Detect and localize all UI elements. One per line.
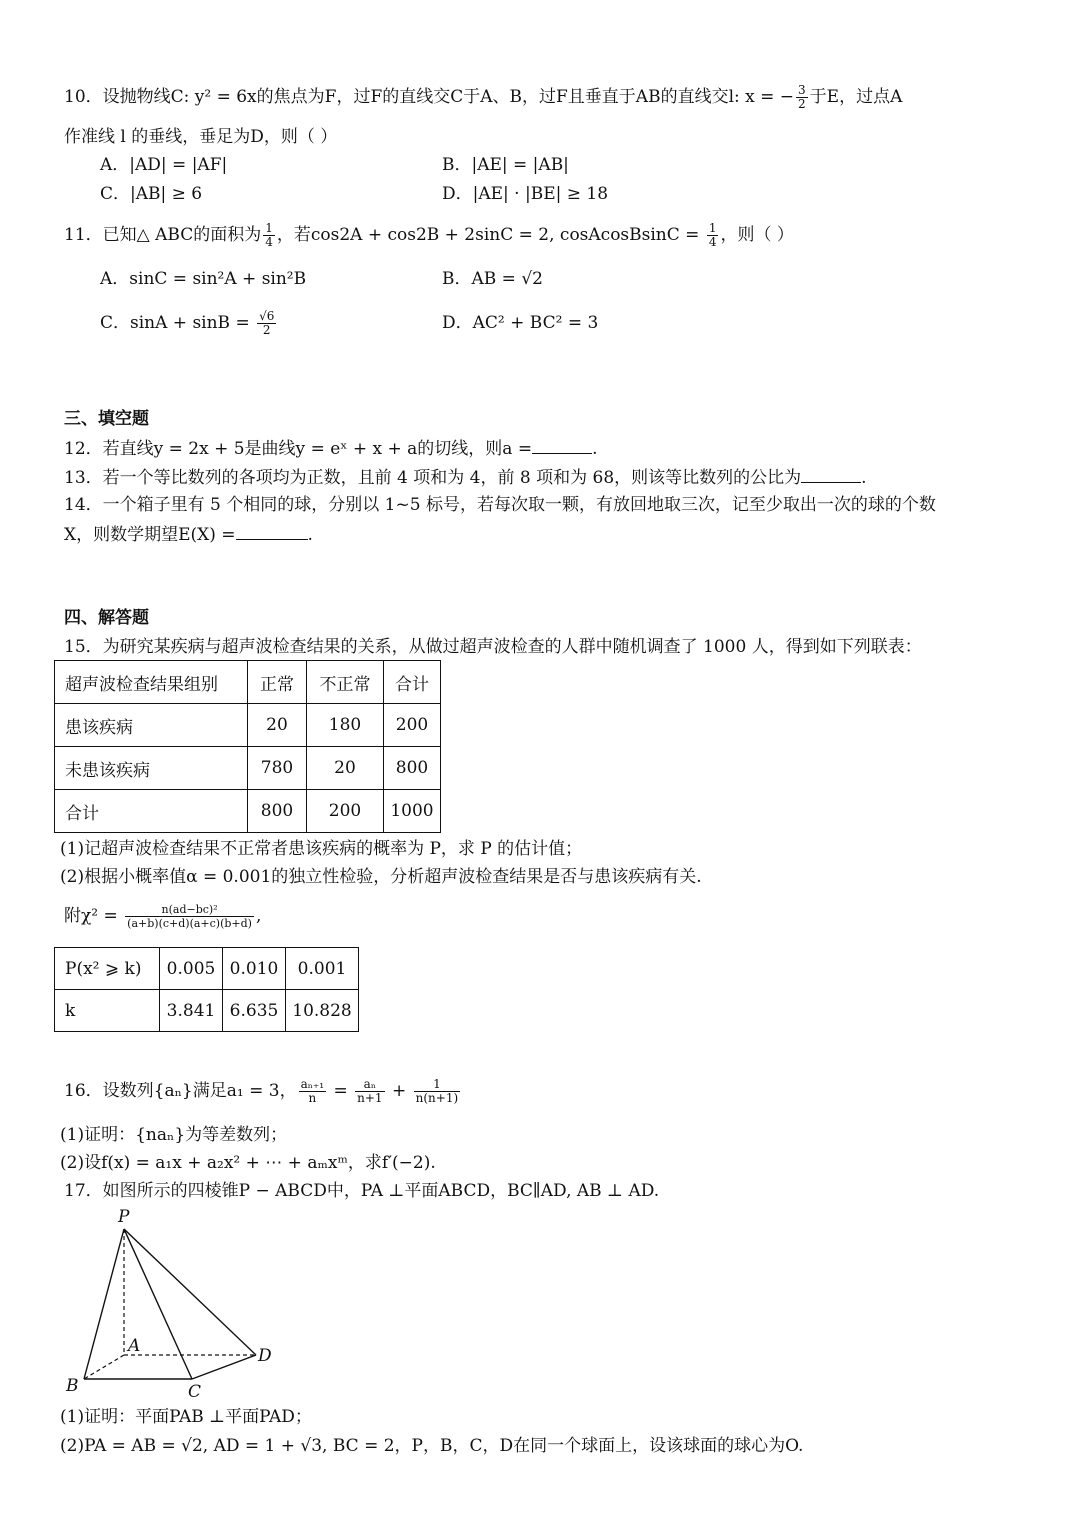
table-cell: 20 — [307, 747, 384, 790]
table-cell: 180 — [307, 704, 384, 747]
table-row — [55, 747, 441, 790]
q11-area-fraction: $\frac{1}{4}$ — [265, 221, 273, 249]
q10-option-d: D．|AE| · |BE| ≥ 18 — [442, 184, 609, 204]
table-row — [55, 790, 441, 833]
label-a: A — [128, 1336, 141, 1356]
q14-answer-blank — [236, 523, 308, 540]
q17-stem: 17．如图所示的四棱锥P − ABCD中，PA ⊥平面ABCD，BC∥AD, AB ⊥ AD. — [64, 1181, 660, 1201]
table-cell: 200 — [307, 790, 384, 833]
q15-stem: 15．为研究某疾病与超声波检查结果的关系，从做过超声波检查的人群中随机调查了 1000 人，得到如下列联表： — [64, 637, 922, 657]
table-row — [55, 948, 359, 990]
q10-stem: 10．设抛物线C: y² = 6x的焦点为F，过F的直线交C于A、B，过F且垂直于AB的直线交l: x = − $\frac{3}{2}$ 于E，过点A — [64, 83, 903, 111]
table-header-cell: 正常 — [248, 661, 307, 704]
q14-line1: 14．一个箱子里有 5 个相同的球，分别以 1~5 标号，若每次取一颗，有放回地取三次，记至少取出一次的球的个数 — [64, 495, 936, 515]
table-cell: 200 — [384, 704, 441, 747]
table-header-cell: P(x² ⩾ k) — [55, 948, 160, 990]
contingency-table — [54, 660, 441, 833]
label-c: C — [188, 1382, 202, 1400]
q12-answer-blank — [532, 437, 592, 454]
q10-option-a: A．|AD| = |AF| — [100, 155, 228, 175]
chi-square-fraction: $\frac{\text{n(ad−bc)²}}{(a+b)(c+d)(a+c)(b+d)}$ — [127, 903, 252, 930]
q13: 13．若一个等比数列的各项均为正数，且前 4 项和为 4，前 8 项和为 68，则该等比数列的公比为 . — [64, 468, 867, 488]
table-cell: 780 — [248, 747, 307, 790]
label-p: P — [118, 1207, 130, 1227]
q11-option-b: B．AB = √2 — [442, 269, 543, 289]
q16-stem: 16．设数列{aₙ}满足a₁ = 3， $\frac{\text{aₙ₊₁}}{n}$ = $\frac{\text{aₙ}}{n+1}$ + $\frac{1}{n(n+1)}$ — [64, 1077, 459, 1105]
edge-pc — [124, 1229, 192, 1379]
section4-title: 四、解答题 — [64, 608, 149, 628]
label-b: B — [66, 1376, 79, 1396]
table-header-cell: 不正常 — [307, 661, 384, 704]
label-d: D — [258, 1346, 272, 1366]
table-cell: 合计 — [55, 790, 248, 833]
q16-fraction-2: $\frac{\text{aₙ}}{n+1}$ — [357, 1077, 383, 1105]
pyramid-figure — [60, 1205, 290, 1400]
q11-product-fraction: $\frac{1}{4}$ — [708, 221, 717, 249]
q10-option-b: B．|AE| = |AB| — [442, 155, 569, 175]
q11-optc-fraction: $\frac{√6}{2}$ — [259, 309, 275, 337]
q11-option-c: C．sinA + sinB = $\frac{√6}{2}$ — [100, 309, 275, 337]
table-cell: 800 — [248, 790, 307, 833]
table-cell: 800 — [384, 747, 441, 790]
q10-stem-line2: 作准线 l 的垂线，垂足为D，则（ ） — [64, 127, 338, 147]
q16-fraction-3: $\frac{1}{n(n+1)}$ — [415, 1077, 459, 1105]
table-cell: 0.001 — [286, 948, 359, 990]
q16-fraction-1: $\frac{\text{aₙ₊₁}}{n}$ — [300, 1077, 325, 1105]
q11-option-d: D．AC² + BC² = 3 — [442, 313, 599, 333]
chi-square-formula: 附χ² = $\frac{\text{n(ad−bc)²}}{(a+b)(c+d)(a+c)(b+d)}$ , — [64, 903, 262, 930]
edge-cd — [192, 1355, 256, 1379]
table-cell: 20 — [248, 704, 307, 747]
q13-answer-blank — [801, 466, 861, 483]
table-row — [55, 704, 441, 747]
q11-option-a: A．sinC = sin²A + sin²B — [100, 269, 307, 289]
edge-pb — [84, 1229, 124, 1379]
edge-pd — [124, 1229, 256, 1355]
q12: 12．若直线y = 2x + 5是曲线y = eˣ + x + a的切线，则a = . — [64, 439, 598, 459]
q17-part2: (2)PA = AB = √2, AD = 1 + √3, BC = 2，P，B，C，D在同一个球面上，设该球面的球心为O. — [60, 1436, 804, 1456]
q15-part1: (1)记超声波检查结果不正常者患该疾病的概率为 P，求 P 的估计值； — [60, 839, 583, 859]
table-row — [55, 990, 359, 1032]
table-cell: 10.828 — [286, 990, 359, 1032]
q15-part2: (2)根据小概率值α = 0.001的独立性检验，分析超声波检查结果是否与患该疾病有关. — [60, 867, 702, 887]
table-cell: 0.005 — [160, 948, 223, 990]
q11-stem: 11．已知△ ABC的面积为 $\frac{1}{4}$ ，若cos2A + cos2B + 2sinC = 2, cosAcosBsinC = $\frac{1}{4}$ ，则（ ） — [64, 221, 794, 249]
table-cell: 3.841 — [160, 990, 223, 1032]
q10-option-c: C．|AB| ≥ 6 — [100, 184, 203, 204]
table-header-cell: k — [55, 990, 160, 1032]
q10-fraction: $\frac{3}{2}$ — [798, 83, 806, 111]
table-cell: 1000 — [384, 790, 441, 833]
table-cell: 6.635 — [223, 990, 286, 1032]
table-header-cell: 合计 — [384, 661, 441, 704]
table-cell: 患该疾病 — [55, 704, 248, 747]
critical-value-table — [54, 947, 359, 1032]
table-cell: 0.010 — [223, 948, 286, 990]
section3-title: 三、填空题 — [64, 409, 149, 429]
table-cell: 未患该疾病 — [55, 747, 248, 790]
table-row — [55, 661, 441, 704]
q16-part2: (2)设f(x) = a₁x + a₂x² + ⋯ + aₘxᵐ，求f′(−2). — [60, 1153, 436, 1173]
q17-part1: (1)证明：平面PAB ⊥平面PAD； — [60, 1407, 312, 1427]
q16-part1: (1)证明：{naₙ}为等差数列； — [60, 1125, 288, 1145]
table-header-cell: 超声波检查结果组别 — [55, 661, 248, 704]
q14-line2: X，则数学期望E(X) = . — [64, 525, 313, 545]
